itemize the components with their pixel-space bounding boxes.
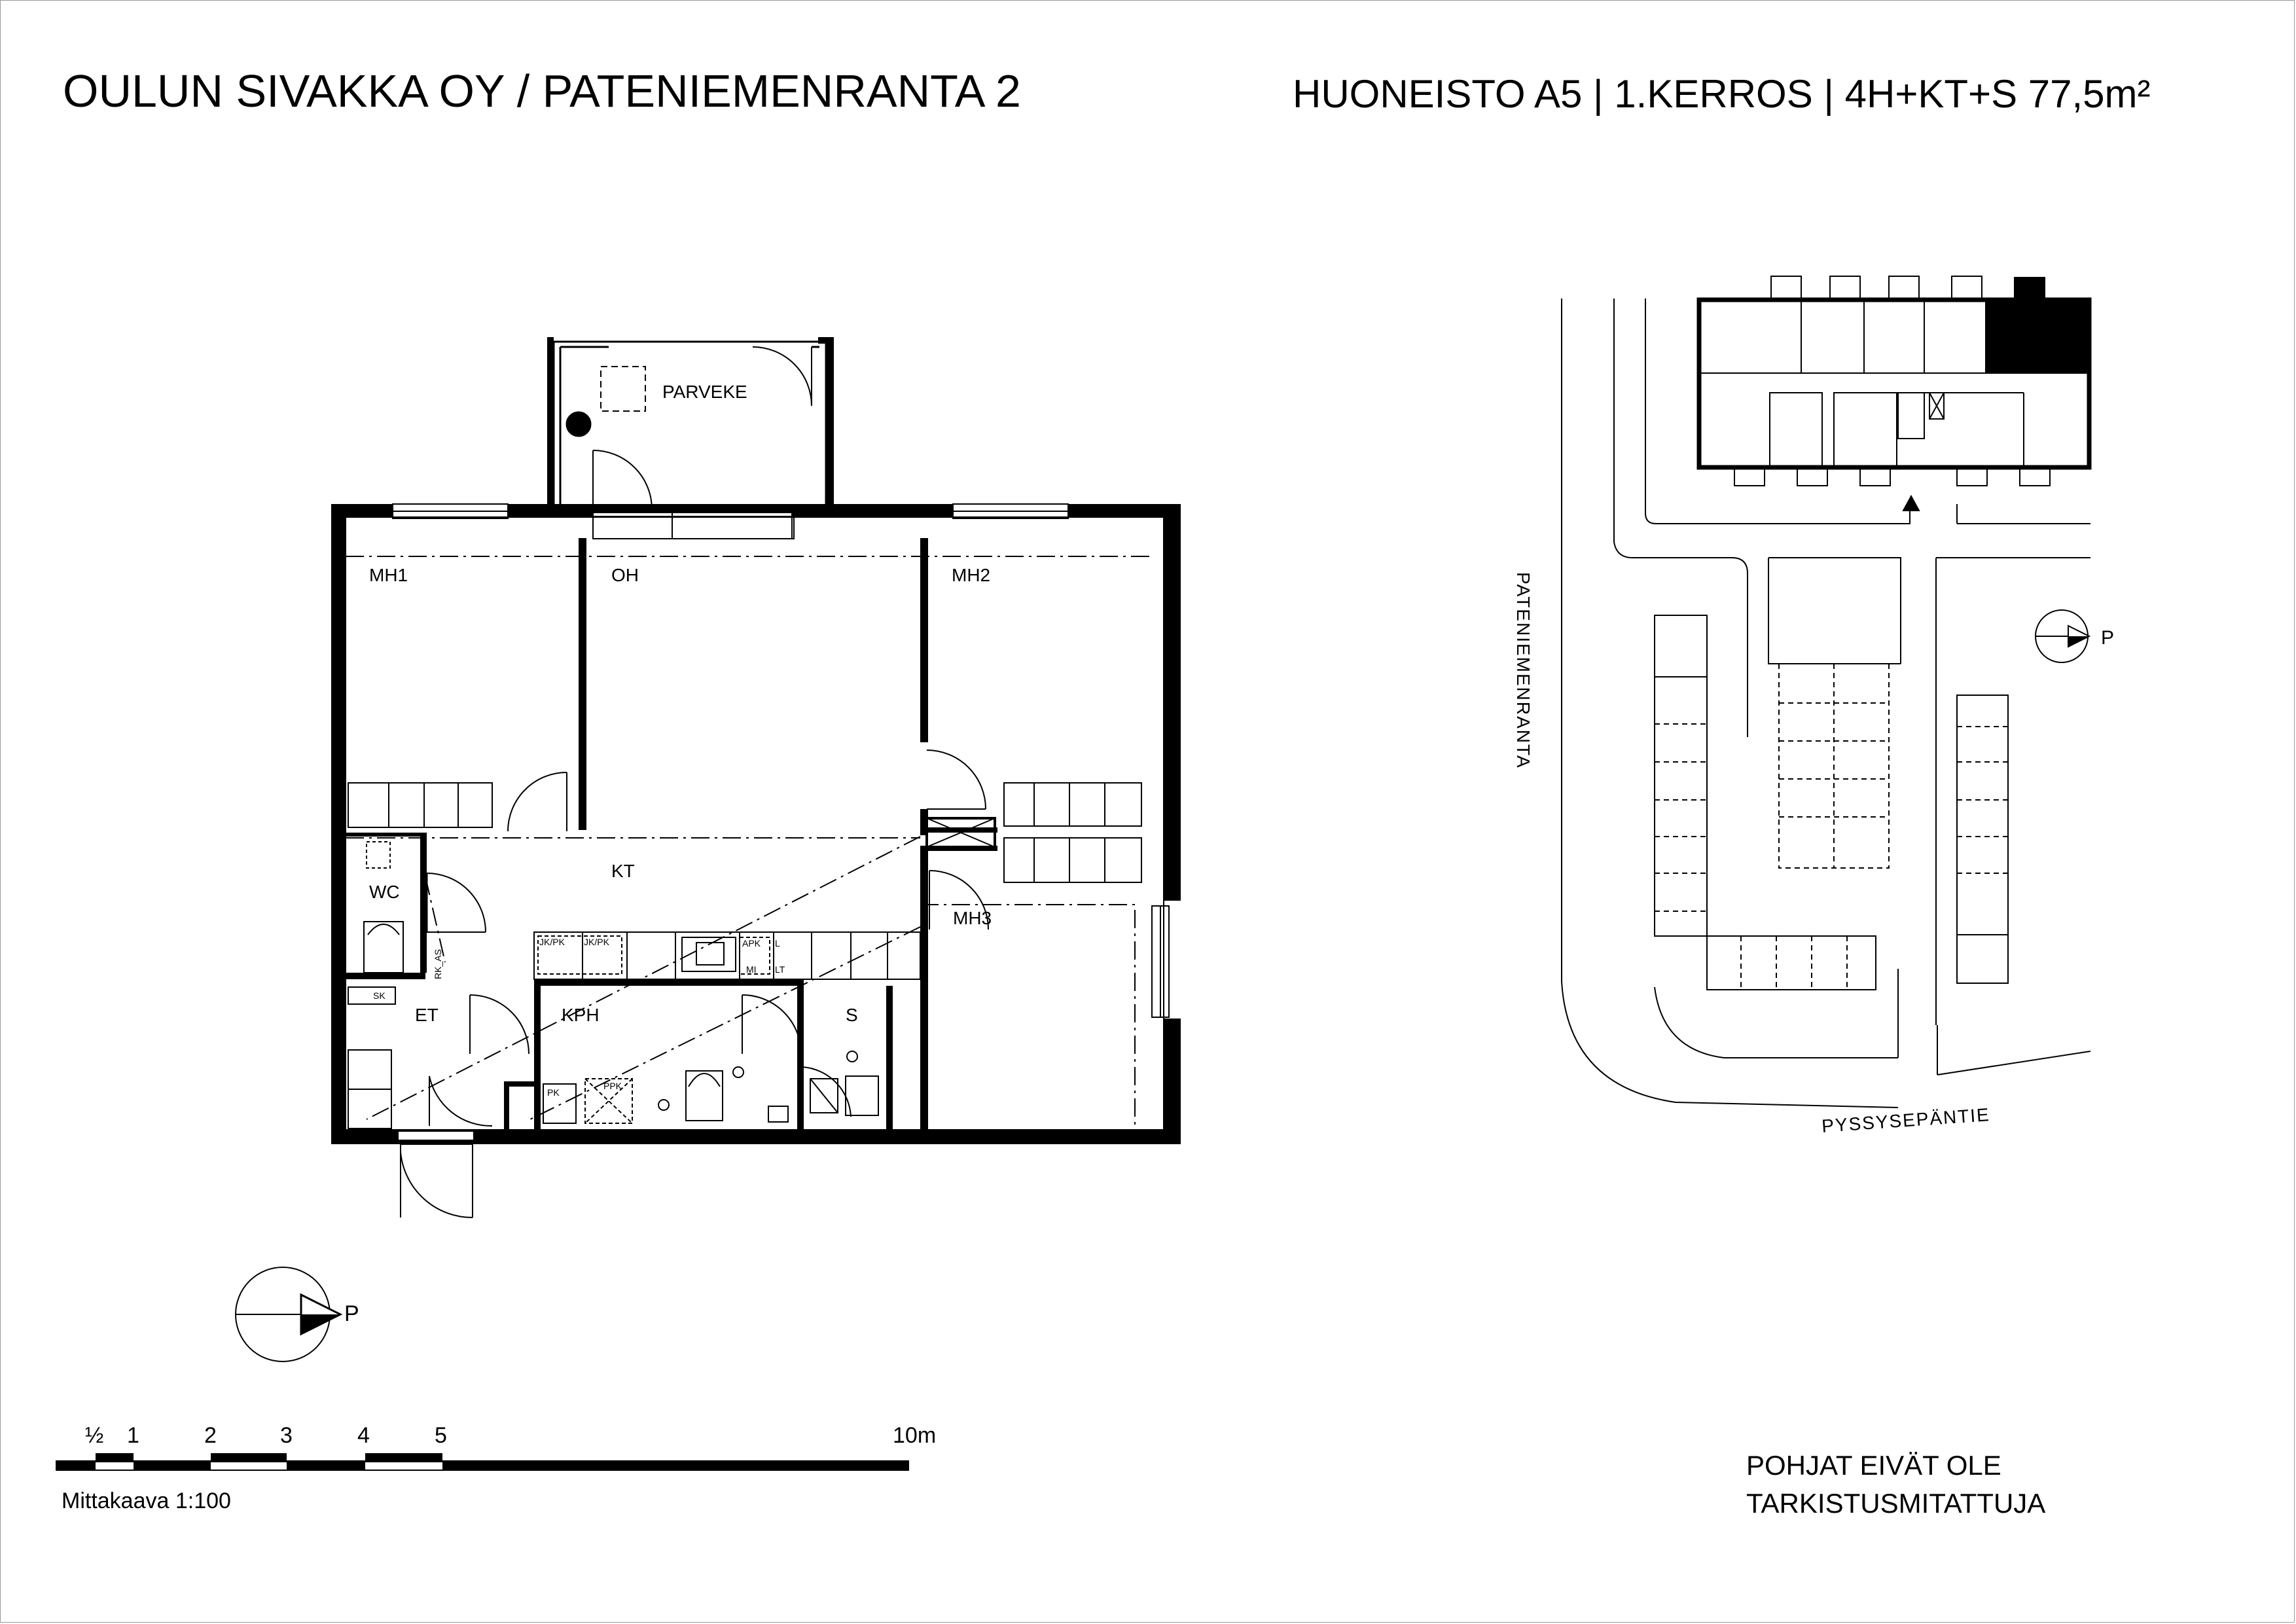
room-label-mh1: MH1 <box>369 565 408 585</box>
note-line-1: POHJAT EIVÄT OLE <box>1746 1450 2001 1481</box>
room-label-wc: WC <box>369 882 400 902</box>
scale-bar <box>56 1423 936 1513</box>
note-line-2: TARKISTUSMITATTUJA <box>1746 1488 2046 1519</box>
fixture-label-jkpk-1: JK/PK <box>539 937 565 947</box>
fixture-label-sk: SK <box>373 990 386 1001</box>
apartment-plan <box>331 337 1181 1218</box>
scale-tick-2: 2 <box>204 1423 217 1448</box>
north-arrow <box>236 1267 359 1362</box>
fixture-label-mi: MI <box>746 964 757 975</box>
scale-tick-4: 4 <box>357 1423 370 1448</box>
fixture-label-l: L <box>775 938 780 948</box>
room-label-balcony: PARVEKE <box>662 382 747 402</box>
exterior-walls <box>331 337 1181 1144</box>
room-label-kph: KPH <box>562 1005 600 1025</box>
ceiling-lines <box>346 556 1152 1130</box>
street-label-pateniemenranta: PATENIEMENRANTA <box>1513 572 1534 769</box>
apartment-info: HUONEISTO A5 | 1.KERROS | 4H+KT+S 77,5m² <box>1293 72 2151 116</box>
site-north-label: P <box>2101 627 2115 649</box>
bathroom-fixtures <box>543 1051 878 1123</box>
scale-tick-10m: 10m <box>893 1423 937 1448</box>
room-label-mh2: MH2 <box>952 565 991 585</box>
project-title: OULUN SIVAKKA OY / PATENIEMENRANTA 2 <box>63 65 1021 117</box>
room-label-et: ET <box>415 1005 439 1025</box>
fixture-label-pk: PK <box>547 1087 560 1098</box>
measurement-note <box>1746 1447 2045 1523</box>
scale-tick-half: ½ <box>85 1423 104 1448</box>
scale-tick-5: 5 <box>435 1423 447 1448</box>
site-plan <box>1562 276 2090 1108</box>
room-label-kt: KT <box>611 861 635 881</box>
fixture-label-jkpk-2: JK/PK <box>584 937 609 947</box>
room-label-s: S <box>846 1005 858 1025</box>
fixture-label-rk-as: RK_AS <box>433 949 443 979</box>
balcony <box>554 342 826 511</box>
room-labels <box>369 382 992 1025</box>
interior-walls <box>346 538 997 1131</box>
room-label-mh3: MH3 <box>953 908 992 928</box>
room-label-oh: OH <box>611 565 639 585</box>
fixture-label-ppk: PPK <box>603 1081 622 1091</box>
fixture-label-lt: LT <box>775 964 785 975</box>
street-label-pyssysepantie: PYSSYSEPÄNTIE <box>1821 1104 1991 1136</box>
scale-caption: Mittakaava 1:100 <box>62 1489 231 1513</box>
windows <box>393 504 1169 1017</box>
wardrobes <box>348 783 1141 882</box>
inner-outline <box>346 517 1164 1130</box>
north-arrow-label: P <box>344 1301 359 1326</box>
fixture-label-apk: APK <box>742 938 761 948</box>
scale-tick-3: 3 <box>280 1423 293 1448</box>
scale-tick-1: 1 <box>127 1423 139 1448</box>
